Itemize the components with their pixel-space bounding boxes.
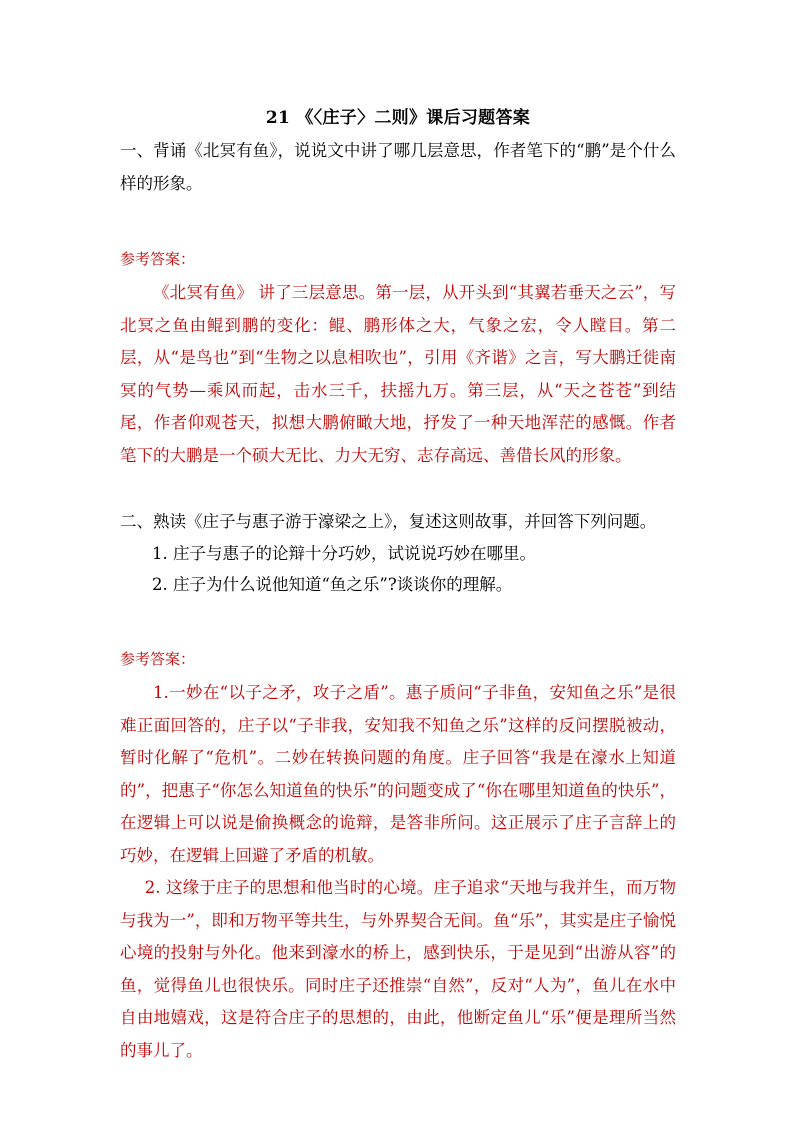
answer-label-1: 参考答案： [120, 250, 196, 268]
answer-2-part-2: 2. 这缘于庄子的思想和他当时的心境。庄子追求“天地与我并生，而万物与我为一”，即和万物平等共生，与外界契合无间。鱼“乐”，其实是庄子愉悦心境的投射与外化。他来到濠水的桥上，感到快乐，于是见到“出游从容”的鱼，觉得鱼儿也很快乐。同时庄子还推崇“自然”，反对“人为”，鱼儿在水中自由地嬉戏，这是符合庄子的思想的，由此，他断定鱼儿“乐”便是理所当然的事儿了。 [120, 878, 676, 1060]
answer-label-2: 参考答案： [120, 650, 196, 668]
question-2-sub-2: 2. 庄子为什么说他知道“鱼之乐”?谈谈你的理解。 [152, 575, 513, 594]
spacer [120, 200, 676, 233]
answer-1: 《北冥有鱼》 讲了三层意思。第一层，从开头到“其翼若垂天之云”，写北冥之鱼由鲲到鹏的变化：鲲、鹏形体之大，气象之宏，令人瞠目。第二层，从“是鸟也”到“生物之以息相吹也”，引用《齐谐》之言，写大鹏迁徙南冥的气势—乘风而起，击水三千，扶摇九万。第三层，从“天之苍苍”到结尾，作者仰观苍天，拟想大鹏俯瞰大地，抒发了一种天地浑茫的感慨。作者笔下的大鹏是一个硕大无比、力大无穷、志存高远、善借长风的形象。 [120, 283, 676, 465]
question-2: 二、熟读《庄子与惠子游于濠梁之上》，复述这则故事，并回答下列问题。 [120, 512, 657, 531]
answer-2-part-1: 1.一妙在“以子之矛，攻子之盾”。惠子质问“子非鱼，安知鱼之乐”是很难正面回答的，庄子以“子非我，安知我不知鱼之乐”这样的反问摆脱被动，暂时化解了“危机”。二妙在转换问题的角度。庄子回答“我是在濠水上知道的”，把惠子“你怎么知道鱼的快乐”的问题变成了“你在哪里知道鱼的快乐”，在逻辑上可以说是偷换概念的诡辩，是答非所问。这正展示了庄子言辞上的巧妙，在逻辑上回避了矛盾的机敏。 [120, 683, 676, 865]
spacer [120, 472, 676, 505]
document-page [120, 104, 676, 1067]
spacer [120, 600, 676, 633]
page-title: 21 《〈庄子〉二则》课后习题答案 [265, 108, 531, 128]
question-2-sub-1: 1. 庄子与惠子的论辩十分巧妙，试说说巧妙在哪里。 [152, 544, 536, 563]
question-1: 一、背诵《北冥有鱼》，说说文中讲了哪几层意思，作者笔下的“鹏”是个什么样的形象。 [120, 141, 676, 193]
